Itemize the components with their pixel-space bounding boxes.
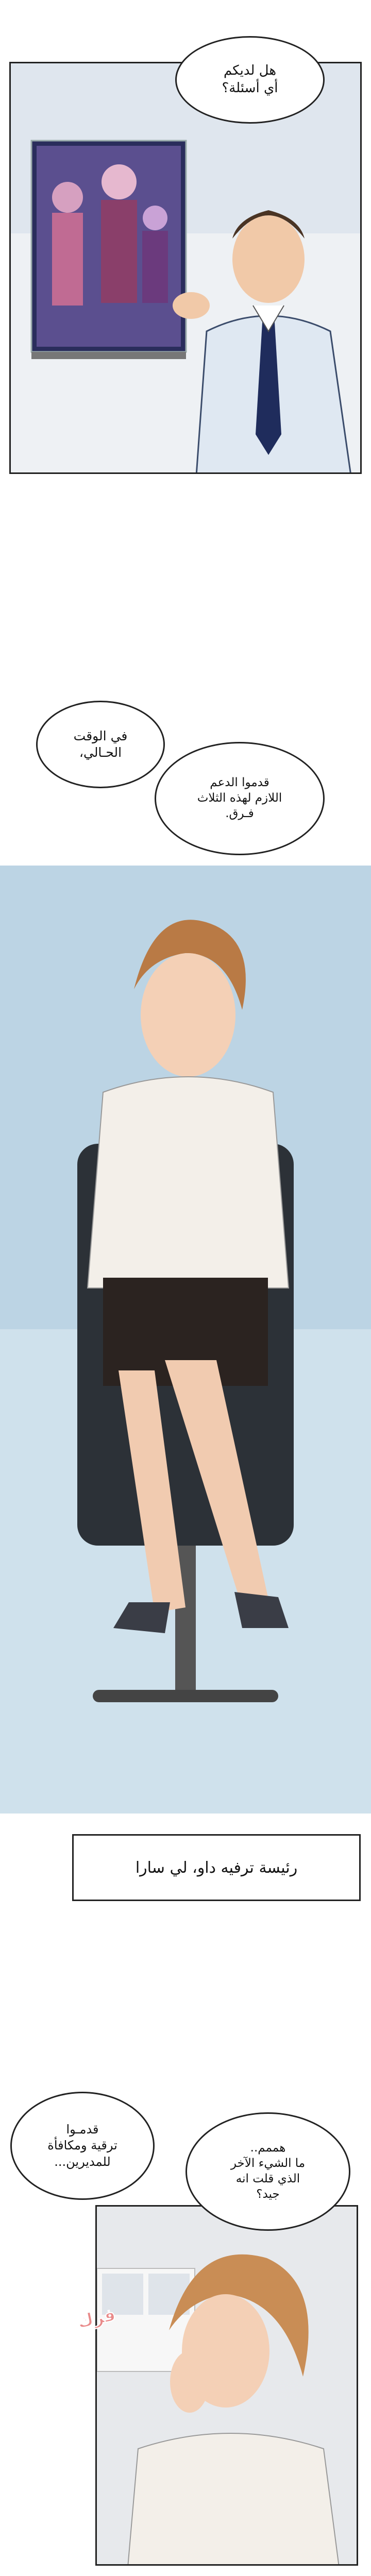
speech-bubble-support-teams <box>155 742 325 855</box>
sfx-text: فرك <box>75 2304 117 2333</box>
speech-bubble-questions <box>175 36 325 124</box>
speech-bubble-promotion <box>10 2092 155 2200</box>
speech-text: قدمـوا ترقية ومكافأة للمديرين... <box>47 2122 117 2169</box>
panel-2 <box>0 824 371 1814</box>
panel-3 <box>95 2205 358 2566</box>
speech-text: هل لديكم أي أسئلة؟ <box>222 63 278 96</box>
speech-bubble-currently <box>36 701 165 788</box>
caption-text: رئيسة ترفيه داو، لي سارا <box>135 1858 298 1877</box>
panel-3-art <box>97 2207 358 2566</box>
speech-text: هممم.. ما الشيء الآخر الذي قلت انه جيد؟ <box>230 2141 306 2201</box>
speech-text: في الوقت الحـالي، <box>73 728 128 760</box>
panel-1 <box>9 62 362 474</box>
speech-text: قدموا الدعم اللازم لهذه الثلاث فـرق. <box>197 776 282 820</box>
panel-1-art <box>11 63 362 474</box>
panel-2-art <box>0 824 371 1814</box>
speech-bubble-what-else <box>185 2112 350 2231</box>
caption-box <box>72 1834 361 1901</box>
